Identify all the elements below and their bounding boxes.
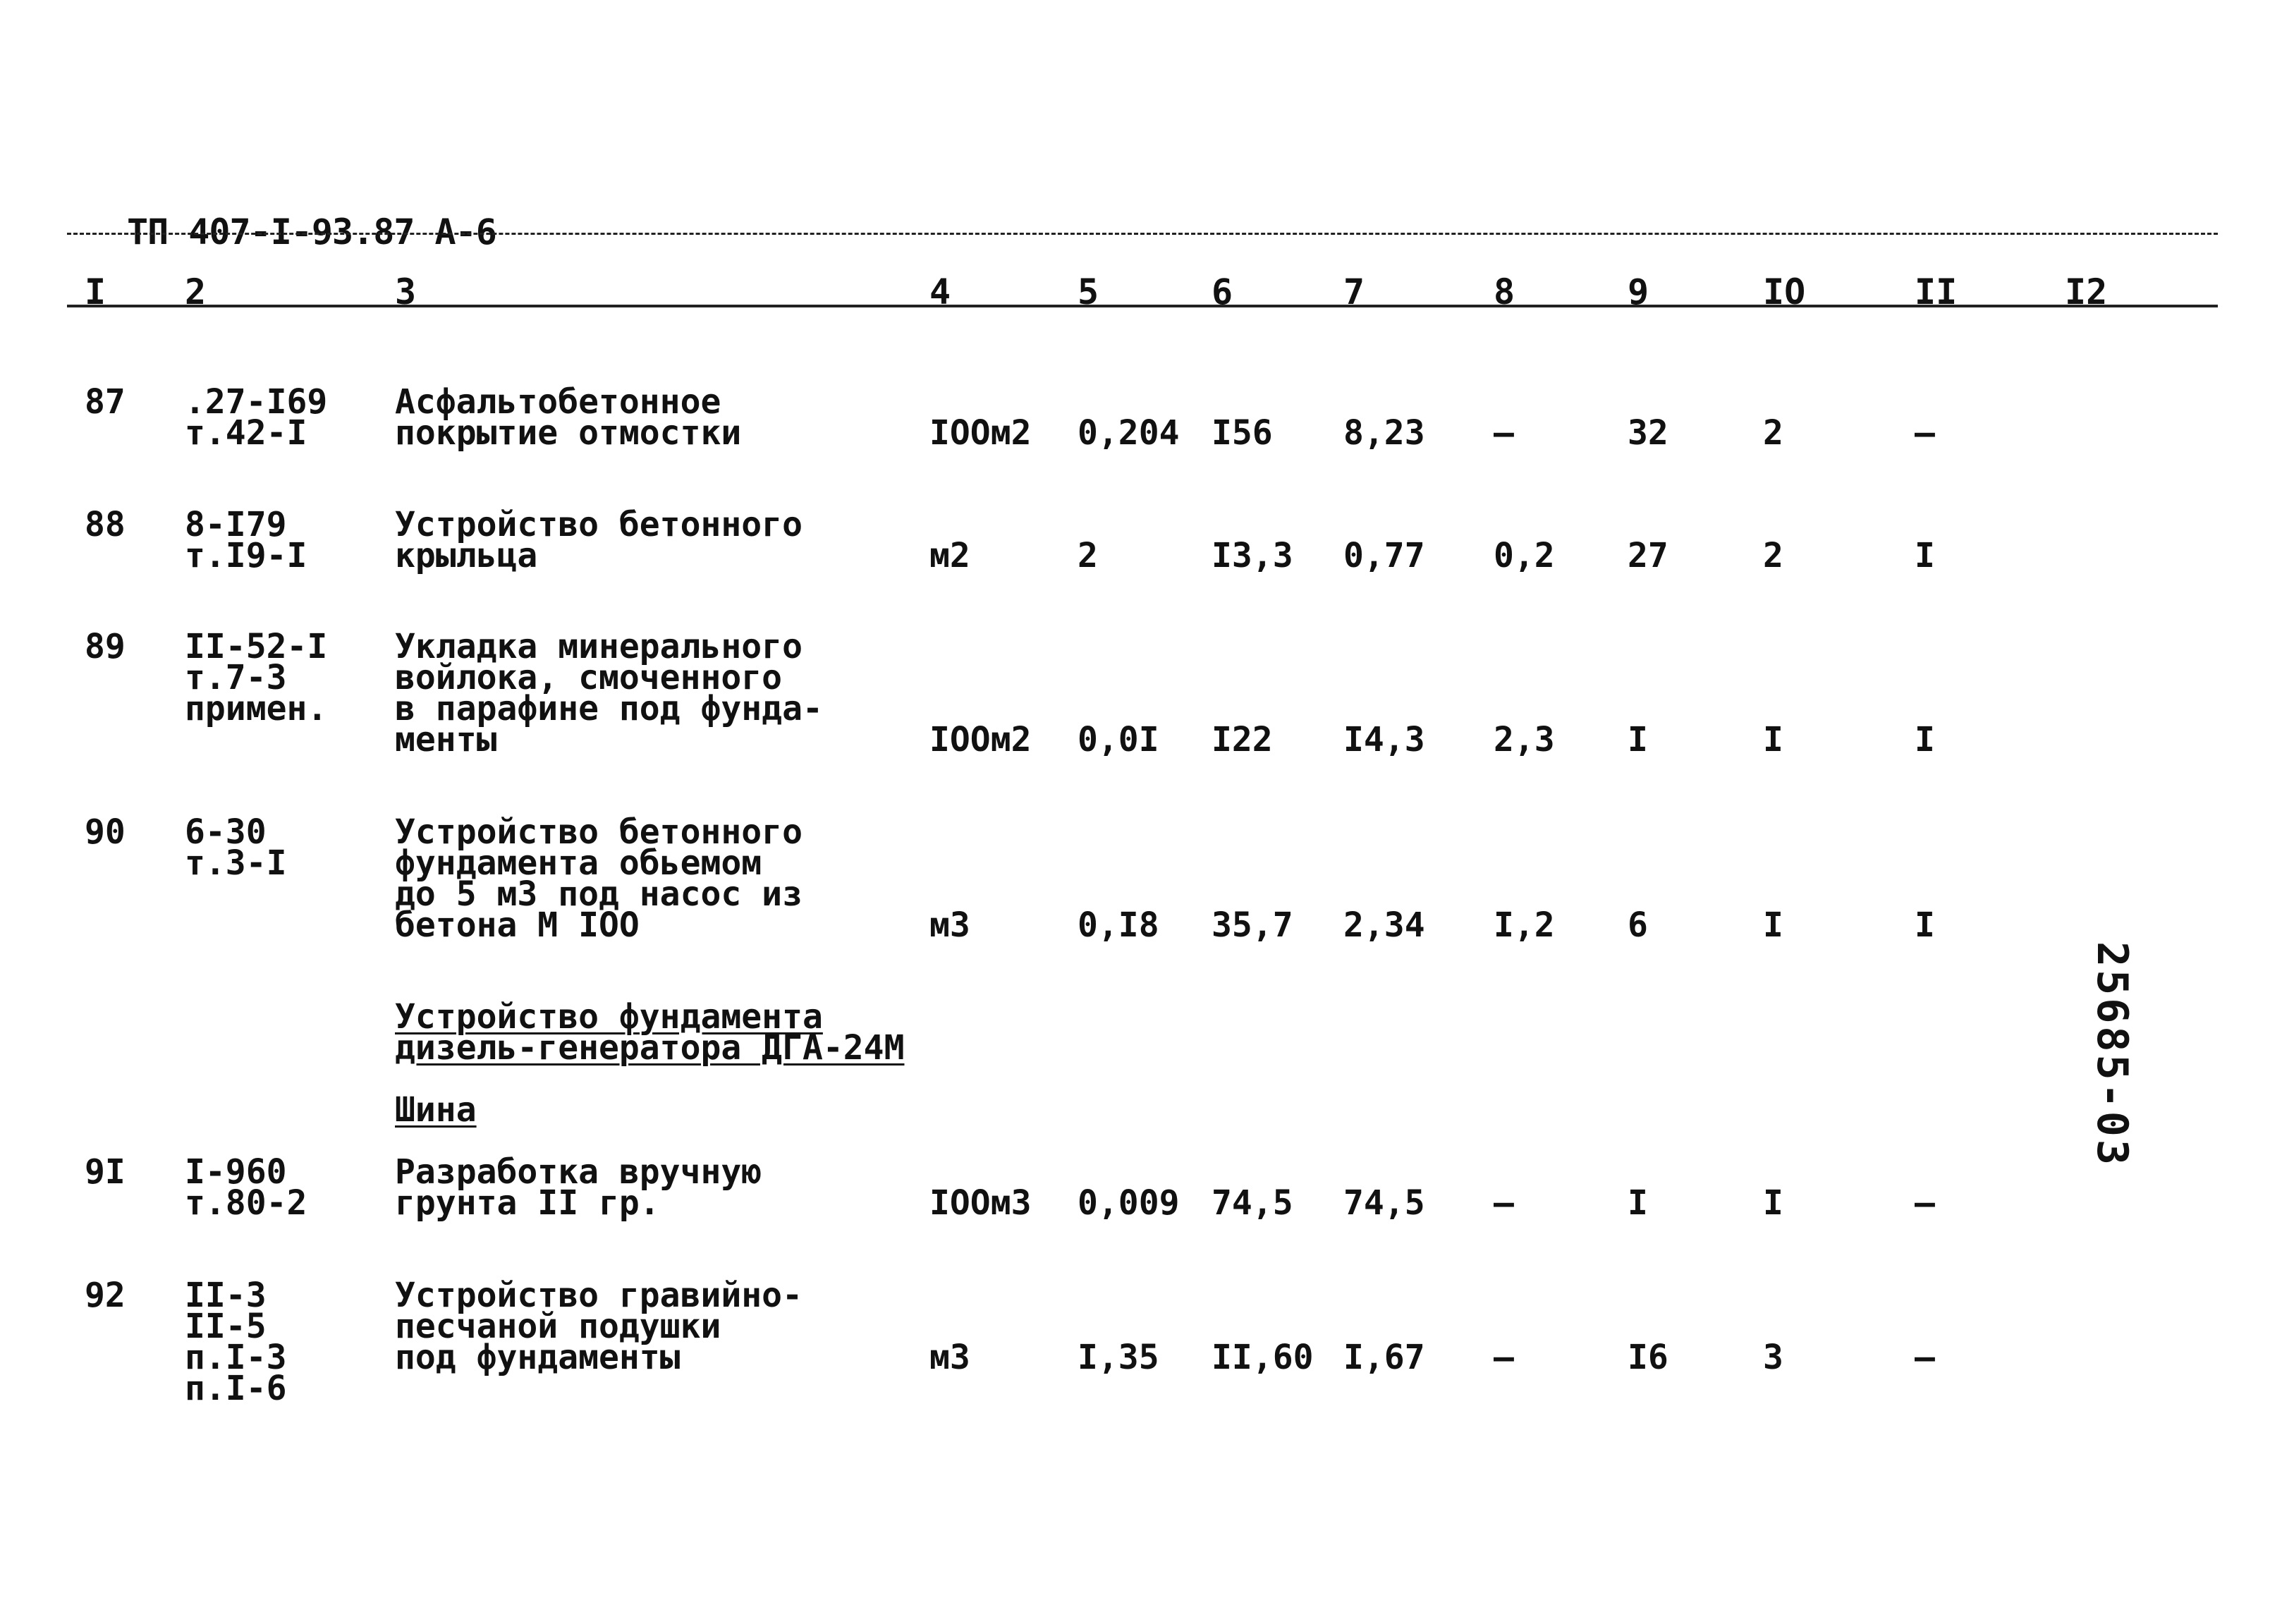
- top-rule: [67, 233, 2218, 235]
- row-92-number: 92: [85, 1276, 126, 1315]
- row-88-col7: 0,77: [1343, 536, 1425, 575]
- row-87-unit: IOOм2: [929, 413, 1032, 453]
- row-87-col8: –: [1494, 413, 1514, 453]
- row-87-col9: 32: [1628, 413, 1668, 453]
- row-89-code: II-52-I т.7-3 примен.: [185, 627, 328, 728]
- row-87-name: Асфальтобетонное покрытие отмостки: [395, 382, 742, 453]
- column-header-11: II: [1915, 271, 1958, 312]
- row-88-col6: I3,3: [1212, 536, 1293, 575]
- row-89-col11: I: [1915, 720, 1935, 759]
- row-87-number: 87: [85, 382, 126, 422]
- row-89-col6: I22: [1212, 720, 1273, 759]
- row-89-col9: I: [1628, 720, 1648, 759]
- row-88-name: Устройство бетонного крыльца: [395, 505, 803, 575]
- row-90-number: 90: [85, 812, 126, 852]
- section-title: Устройство фундамента дизель-генератора ДГА-24М: [395, 997, 905, 1068]
- row-91-col8: –: [1494, 1183, 1514, 1223]
- row-89-number: 89: [85, 627, 126, 666]
- row-92-col5: I,35: [1078, 1338, 1159, 1377]
- row-89-col8: 2,3: [1494, 720, 1555, 759]
- column-header-5: 5: [1078, 271, 1099, 312]
- row-92-unit: м3: [929, 1338, 970, 1377]
- column-header-12: I2: [2065, 271, 2108, 312]
- row-87-col11: –: [1915, 413, 1935, 453]
- row-88-col8: 0,2: [1494, 536, 1555, 575]
- row-90-col9: 6: [1628, 905, 1648, 945]
- header-rule: [67, 305, 2218, 307]
- row-89-col5: 0,0I: [1078, 720, 1159, 759]
- row-88-number: 88: [85, 505, 126, 544]
- row-87-col5: 0,204: [1078, 413, 1180, 453]
- row-92-name: Устройство гравийно- песчаной подушки под фундаменты: [395, 1276, 803, 1377]
- document-code: ТП 407-I-93.87 А-6: [127, 212, 496, 252]
- row-90-unit: м3: [929, 905, 970, 945]
- row-91-code: I-960 т.80-2: [185, 1152, 307, 1223]
- section-subtitle: Шина: [395, 1090, 477, 1130]
- row-90-col10: I: [1763, 905, 1783, 945]
- row-90-col5: 0,I8: [1078, 905, 1159, 945]
- row-87-col10: 2: [1763, 413, 1783, 453]
- row-92-col7: I,67: [1343, 1338, 1425, 1377]
- row-91-col10: I: [1763, 1183, 1783, 1223]
- row-91-name: Разработка вручную грунта II гр.: [395, 1152, 762, 1223]
- row-92-col8: –: [1494, 1338, 1514, 1377]
- column-header-1: I: [85, 271, 106, 312]
- row-92-col6: II,60: [1212, 1338, 1314, 1377]
- row-89-col7: I4,3: [1343, 720, 1425, 759]
- row-91-col6: 74,5: [1212, 1183, 1293, 1223]
- row-91-col9: I: [1628, 1183, 1648, 1223]
- row-88-unit: м2: [929, 536, 970, 575]
- row-89-col10: I: [1763, 720, 1783, 759]
- row-89-name: Укладка минерального войлока, смоченного в парафине под фунда- менты: [395, 627, 823, 759]
- row-88-code: 8-I79 т.I9-I: [185, 505, 307, 575]
- row-92-col9: I6: [1628, 1338, 1668, 1377]
- row-90-col6: 35,7: [1212, 905, 1293, 945]
- row-88-col10: 2: [1763, 536, 1783, 575]
- row-92-code: II-3 II-5 п.I-3 п.I-6: [185, 1276, 287, 1408]
- row-88-col5: 2: [1078, 536, 1098, 575]
- column-header-4: 4: [929, 271, 951, 312]
- row-89-unit: IOOм2: [929, 720, 1032, 759]
- row-90-name: Устройство бетонного фундамента обьемом до 5 м3 под насос из бетона М IOO: [395, 812, 803, 945]
- column-header-3: 3: [395, 271, 417, 312]
- column-header-8: 8: [1494, 271, 1515, 312]
- row-90-col11: I: [1915, 905, 1935, 945]
- row-90-col7: 2,34: [1343, 905, 1425, 945]
- row-90-col8: I,2: [1494, 905, 1555, 945]
- row-91-unit: IOOм3: [929, 1183, 1032, 1223]
- row-91-col11: –: [1915, 1183, 1935, 1223]
- column-header-10: IO: [1763, 271, 1806, 312]
- row-91-number: 9I: [85, 1152, 126, 1192]
- row-92-col11: –: [1915, 1338, 1935, 1377]
- row-87-col6: I56: [1212, 413, 1273, 453]
- row-92-col10: 3: [1763, 1338, 1783, 1377]
- row-88-col11: I: [1915, 536, 1935, 575]
- row-90-code: 6-30 т.3-I: [185, 812, 287, 883]
- row-88-col9: 27: [1628, 536, 1668, 575]
- column-header-2: 2: [185, 271, 207, 312]
- column-header-9: 9: [1628, 271, 1649, 312]
- row-87-col7: 8,23: [1343, 413, 1425, 453]
- side-registration-number: 25685-03: [2087, 941, 2137, 1168]
- column-header-7: 7: [1343, 271, 1365, 312]
- column-header-6: 6: [1212, 271, 1233, 312]
- row-87-code: .27-I69 т.42-I: [185, 382, 328, 453]
- row-91-col7: 74,5: [1343, 1183, 1425, 1223]
- row-91-col5: 0,009: [1078, 1183, 1180, 1223]
